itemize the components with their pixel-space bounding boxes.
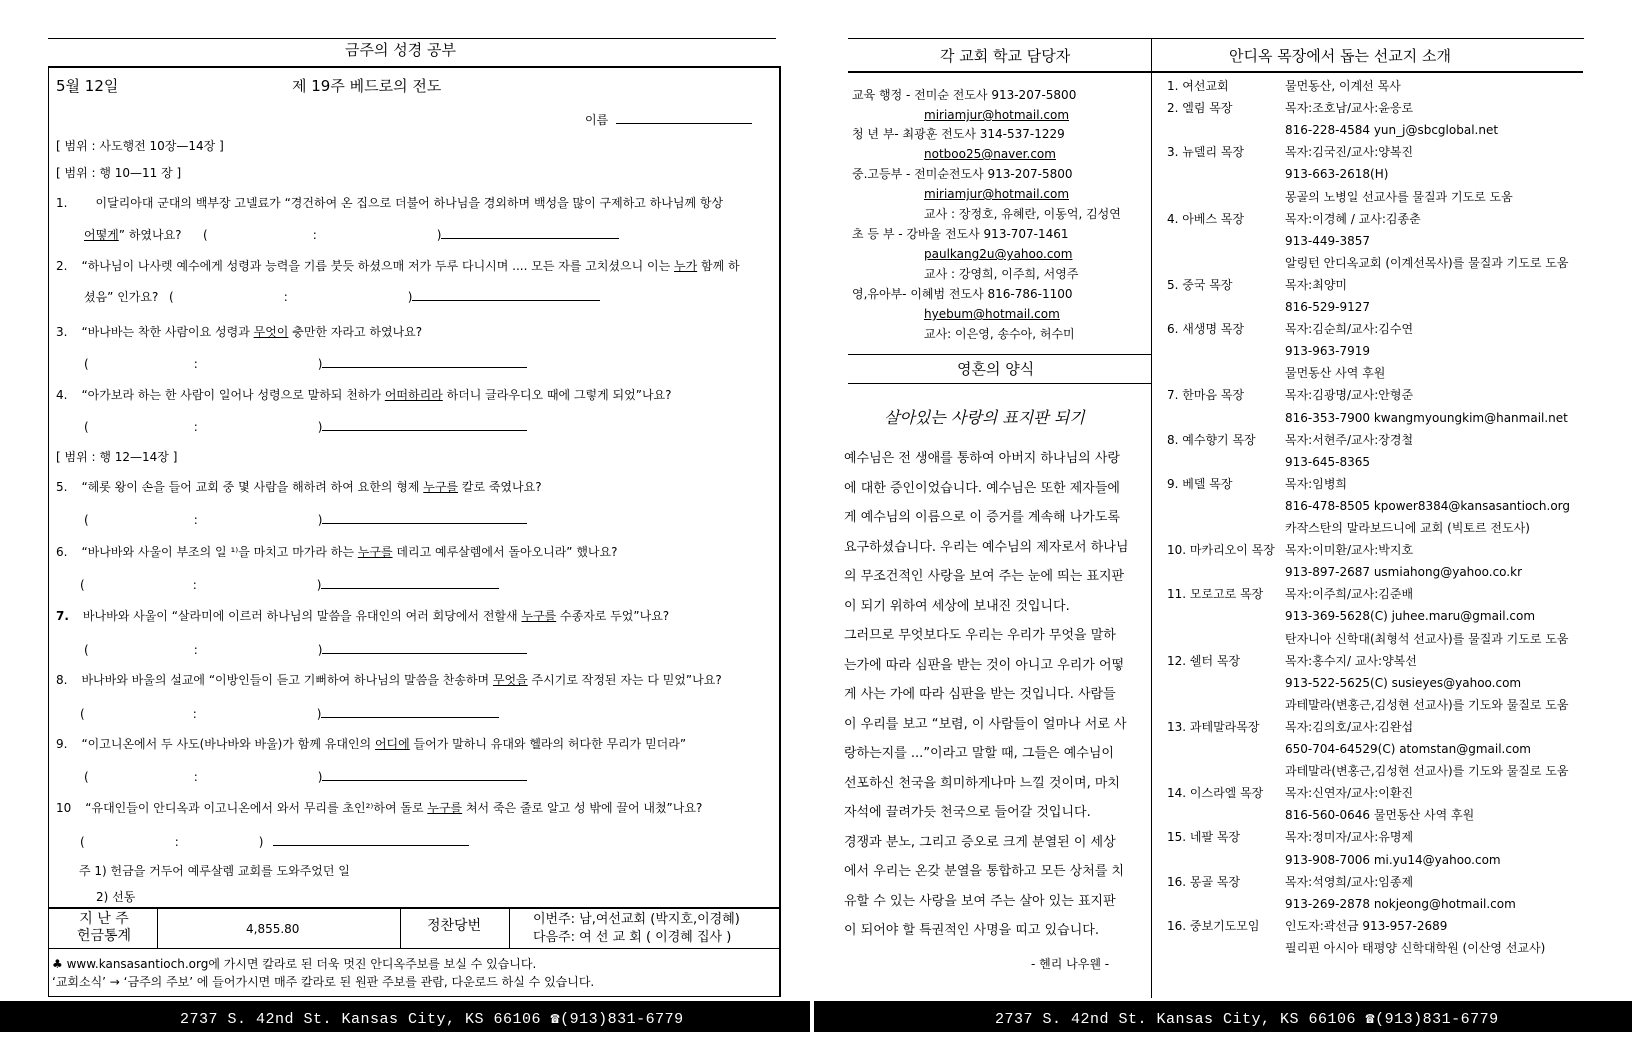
staff-email[interactable]: hyebum@hotmail.com <box>924 307 1060 321</box>
name-field[interactable] <box>585 113 752 127</box>
mission-detail: 물먼동산, 이계선 목사 <box>1285 79 1401 93</box>
mission-group-name: 13. 과테말라목장 <box>1167 719 1260 734</box>
essay-line: 에서 우리는 온갖 분열을 통합하고 모든 상처를 치 <box>844 864 1125 879</box>
mission-detail: 목자:신연자/교사:이환진 <box>1285 786 1414 801</box>
website-note: ♣ www.kansasantioch.org에 가시면 칼라로 된 더욱 멋진 안디옥주보를 보실 수 있습니다. <box>52 957 537 971</box>
range-12-14: [ 범위 : 행 12—14장 ] <box>56 450 178 464</box>
footnote-2: 2) 선동 <box>96 890 136 904</box>
staff-line: 영,유아부- 이혜범 전도사 816-786-1100 <box>852 287 1073 301</box>
question-7: 7. 바나바와 사울이 “살라미에 이르러 하나님의 말씀을 유대인의 여러 회당에서 전할새 누구를 수종자로 두었”나요? <box>56 609 670 623</box>
mission-detail: 816-353-7900 kwangmyoungkim@hanmail.net <box>1285 410 1568 425</box>
mission-group-name: 3. 뉴델리 목장 <box>1167 145 1245 160</box>
mission-group-name: 1. 여선교회 <box>1167 79 1229 93</box>
offering-amount: 4,855.80 <box>246 922 300 936</box>
mission-group-name: 12. 쉘터 목장 <box>1167 653 1241 668</box>
offering-label: 지 난 주 헌금통계 <box>76 911 132 944</box>
mission-detail: 913-663-2618(H) <box>1285 167 1389 182</box>
answer-5[interactable]: ( : ) <box>84 513 527 527</box>
mission-detail: 816-560-0646 물먼동산 사역 후원 <box>1285 808 1475 823</box>
mission-detail: 과테말라(변홍근,김성현 선교사)를 기도와 물질로 도움 <box>1285 697 1569 712</box>
essay-line: 게 예수님의 이름으로 이 증거를 계속해 나가도록 <box>844 510 1120 525</box>
mission-detail: 필리핀 아시아 태평양 신학대학원 (이산영 선교사) <box>1285 940 1546 955</box>
staff-line: 청 년 부- 최광훈 전도사 314-537-1229 <box>852 127 1065 141</box>
mission-detail: 목자:홍수지/ 교사:양복선 <box>1285 653 1417 668</box>
mission-detail: 913-897-2687 usmiahong@yahoo.co.kr <box>1285 565 1522 580</box>
mission-group-name: 11. 모로고로 목장 <box>1167 587 1264 602</box>
range-10-11: [ 범위 : 행 10—11 장 ] <box>56 166 182 180</box>
essay-line: 요구하셨습니다. 우리는 예수님의 제자로서 하나님 <box>844 539 1129 555</box>
answer-9[interactable]: ( : ) <box>84 770 527 784</box>
staff-line: 교사: 이은영, 송수아, 허수미 <box>924 327 1075 341</box>
essay-line: 예수님은 전 생애를 통하여 아버지 하나님의 사랑 <box>844 451 1120 466</box>
mission-detail: 913-369-5628(C) juhee.maru@gmail.com <box>1285 609 1536 624</box>
mission-detail: 목자:김순희/교사:김수연 <box>1285 322 1414 337</box>
answer-7[interactable]: ( : ) <box>84 643 527 657</box>
mission-detail: 913-645-8365 <box>1285 454 1371 469</box>
mission-detail: 목자:석영희/교사:임종제 <box>1285 874 1414 889</box>
essay-line: 이 되기 위하여 세상에 보내진 것입니다. <box>844 598 1070 614</box>
question-10: 10 “유대인들이 안디옥과 이고니온에서 와서 무리를 초인²⁾하여 돌로 누구를 쳐서 죽은 줄로 알고 성 밖에 끌어 내쳤”나요? <box>56 801 703 815</box>
staff-email[interactable]: miriamjur@hotmail.com <box>924 187 1070 201</box>
question-6: 6. “바나바와 사울이 부조의 일 ¹⁾을 마치고 마가라 하는 누구를 데리고 예루살렘에서 돌아오니라” 했나요? <box>56 545 618 559</box>
mission-group-name: 4. 아베스 목장 <box>1167 211 1245 226</box>
question-2-line2: 셨음” 인가요? <box>84 290 159 304</box>
praise-duty-label: 정찬당번 <box>427 918 482 934</box>
question-2: 2. “하나님이 나사렛 예수에게 성령과 능력을 기름 붓듯 하셨으매 저가 두루 다니시며 .... 모든 자를 고치셨으니 이는 누가 함께 하 <box>56 259 740 273</box>
essay-line: 그러므로 무엇보다도 우리는 우리가 무엇을 말하 <box>844 628 1116 643</box>
essay-line: 에 대한 증인이었습니다. 예수님은 또한 제자들에 <box>844 480 1120 496</box>
mission-detail: 인도자:곽선금 913-957-2689 <box>1285 918 1448 933</box>
mission-detail: 목자:최양미 <box>1285 277 1348 292</box>
essay-title: 살아있는 사랑의 표지판 되기 <box>884 408 1085 427</box>
school-staff-header: 각 교회 학교 담당자 <box>940 47 1071 65</box>
name-label: 이름 <box>585 113 609 127</box>
staff-email[interactable]: miriamjur@hotmail.com <box>924 108 1070 122</box>
mission-detail: 816-478-8505 kpower8384@kansasantioch.org <box>1285 498 1570 513</box>
essay-line: 유할 수 있는 사랑을 보여 주는 살아 있는 표지판 <box>844 893 1116 909</box>
essay-line: 게 사는 가에 따라 심판을 받는 것입니다. 사람들 <box>844 687 1116 702</box>
essay-line: 랑하는지를 ...”이라고 말할 때, 그들은 예수님이 <box>844 746 1114 761</box>
mission-detail: 몽골의 노병일 선교사를 물질과 기도로 도움 <box>1285 189 1513 204</box>
mission-detail: 목자:이미환/교사:박지호 <box>1285 543 1414 558</box>
answer-2[interactable]: ( : ) <box>169 290 600 304</box>
mission-detail: 목자:정미자/교사:유명제 <box>1285 830 1414 845</box>
question-4: 4. “아가보라 하는 한 사람이 일어나 성령으로 말하되 천하가 어떠하리라 하더니 글라우디오 때에 그렇게 되었”나요? <box>56 388 672 402</box>
staff-email[interactable]: paulkang2u@yahoo.com <box>924 247 1073 261</box>
mission-group-name: 5. 중국 목장 <box>1167 277 1233 292</box>
question-9: 9. “이고니온에서 두 사도(바나바와 바울)가 함께 유대인의 어디에 들어가 말하니 유대와 헬라의 허다한 무리가 믿더라” <box>56 737 687 751</box>
mission-group-name: 9. 베델 목장 <box>1167 476 1233 491</box>
mission-detail: 816-228-4584 yun_j@sbcglobal.net <box>1285 123 1499 138</box>
essay-line: 경쟁과 분노, 그리고 증오로 크게 분열된 이 세상 <box>844 834 1116 850</box>
mission-detail: 목자:김의호/교사:김완섭 <box>1285 719 1414 734</box>
mission-detail: 목자:이경혜 / 교사:김종춘 <box>1285 211 1421 226</box>
question-1: 1. 이달리아대 군대의 백부장 고넬료가 “경건하여 온 집으로 더불어 하나님을 경외하며 백성을 많이 구제하고 하나님께 항상 <box>56 196 724 210</box>
mission-group-name: 10. 마카리오이 목장 <box>1167 543 1275 558</box>
mission-detail: 816-529-9127 <box>1285 300 1371 314</box>
staff-line: 교사 : 강영희, 이주희, 서영주 <box>924 267 1079 281</box>
range-main: [ 범위 : 사도행전 10장—14장 ] <box>56 139 224 153</box>
mission-detail: 물먼동산 사역 후원 <box>1285 366 1386 381</box>
footer-address-right: 2737 S. 42nd St. Kansas City, KS 66106 ☎(913)831-6779 <box>995 1011 1499 1028</box>
answer-3[interactable]: ( : ) <box>84 357 527 371</box>
lesson-title: 제 19주 베드로의 전도 <box>292 77 442 95</box>
mission-detail: 탄자니아 신학대(최형석 선교사)를 물질과 기도로 도움 <box>1285 631 1569 646</box>
soul-food-header: 영혼의 양식 <box>957 360 1035 378</box>
mission-detail: 목자:김광명/교사:안형준 <box>1285 388 1414 403</box>
praise-next-week: 다음주: 여 선 교 회 ( 이경혜 집사 ) <box>533 930 732 945</box>
answer-4[interactable]: ( : ) <box>84 420 527 434</box>
mission-group-name: 6. 새생명 목장 <box>1167 322 1245 337</box>
mission-detail: 913-908-7006 mi.yu14@yahoo.com <box>1285 852 1501 867</box>
mission-group-name: 16. 중보기도모임 <box>1167 918 1260 933</box>
answer-10[interactable]: ( : ) <box>80 835 469 849</box>
mission-detail: 913-449-3857 <box>1285 233 1371 248</box>
essay-line: 선포하신 천국을 희미하게나마 느낄 것이며, 마치 <box>844 775 1120 791</box>
staff-line: 교사 : 장정호, 유혜란, 이동억, 김성연 <box>924 207 1121 221</box>
footer-bar-right <box>814 1001 1632 1032</box>
mission-detail: 목자:조호남/교사:윤응로 <box>1285 101 1414 116</box>
mission-detail: 목자:서현주/교사:장경철 <box>1285 432 1414 447</box>
mission-group-name: 14. 이스라엘 목장 <box>1167 786 1264 801</box>
question-1-line2: 어떻게” 하였나요? <box>84 228 182 242</box>
mission-detail: 과테말라(변홍근,김성현 선교사)를 기도와 물질로 도움 <box>1285 764 1569 779</box>
mission-detail: 913-522-5625(C) susieyes@yahoo.com <box>1285 675 1522 690</box>
staff-email[interactable]: notboo25@naver.com <box>924 147 1056 161</box>
footer-address-left: 2737 S. 42nd St. Kansas City, KS 66106 ☎(913)831-6779 <box>180 1011 684 1028</box>
answer-8[interactable]: ( : ) <box>80 707 499 721</box>
mission-detail: 913-963-7919 <box>1285 344 1371 359</box>
mission-detail: 913-269-2878 nokjeong@hotmail.com <box>1285 896 1516 911</box>
question-3: 3. “바나바는 착한 사람이요 성령과 무엇이 충만한 자라고 하였나요? <box>56 325 423 339</box>
footnote-1: 주 1) 헌금을 거두어 예루살렘 교회를 도와주었던 일 <box>79 864 350 878</box>
mission-detail: 650-704-64529(C) atomstan@gmail.com <box>1285 742 1531 756</box>
answer-1[interactable]: ( : ) <box>203 228 619 242</box>
mission-group-name: 16. 몽골 목장 <box>1167 874 1241 889</box>
lesson-date: 5월 12일 <box>56 77 119 95</box>
staff-line: 중.고등부 - 전미순전도사 913-207-5800 <box>852 167 1073 181</box>
mission-detail: 목자:김국진/교사:양복진 <box>1285 145 1414 160</box>
question-5: 5. “헤롯 왕이 손을 들어 교회 중 몇 사람을 해하려 하여 요한의 형제 누구를 칼로 죽였나요? <box>56 480 542 494</box>
essay-line: 자석에 끌려가듯 천국으로 들어갈 것입니다. <box>844 805 1091 820</box>
staff-line: 초 등 부 - 강바울 전도사 913-707-1461 <box>852 227 1069 241</box>
mission-detail: 목자:이주희/교사:김준배 <box>1285 587 1414 602</box>
left-header-title: 금주의 성경 공부 <box>345 41 456 59</box>
mission-detail: 카작스탄의 말라보드니에 교회 (빅토르 전도사) <box>1285 521 1530 535</box>
mission-header: 안디옥 목장에서 돕는 선교지 소개 <box>1229 47 1451 65</box>
essay-line: 이 우리를 보고 “보렴, 이 사람들이 얼마나 서로 사 <box>844 716 1127 732</box>
staff-line: 교육 행정 - 전미순 전도사 913-207-5800 <box>852 88 1077 102</box>
praise-this-week: 이번주: 남,여선교회 (박지호,이경혜) <box>533 912 740 927</box>
mission-group-name: 8. 예수향기 목장 <box>1167 432 1256 447</box>
mission-detail: 알링턴 안디옥교회 (이계선목사)를 물질과 기도로 도움 <box>1285 255 1569 270</box>
essay-author: - 헨리 나우웬 - <box>1031 957 1110 971</box>
essay-line: 는가에 따라 심판을 받는 것이 아니고 우리가 어떻 <box>844 657 1125 673</box>
question-8: 8. 바나바와 바울의 설교에 “이방인들이 듣고 기뻐하여 하나님의 말씀을 찬송하며 무엇을 주시기로 작정된 자는 다 믿었”나요? <box>56 673 722 687</box>
mission-group-name: 15. 네팔 목장 <box>1167 830 1241 845</box>
footer-bar-left <box>0 1001 810 1032</box>
essay-line: 의 무조건적인 사랑을 보여 주는 눈에 띄는 표지판 <box>844 569 1125 584</box>
essay-line: 이 되어야 할 특권적인 사명을 띠고 있습니다. <box>844 923 1099 938</box>
mission-group-name: 2. 엘림 목장 <box>1167 101 1233 116</box>
website-note-2: ‘교회소식’ → ‘금주의 주보’ 에 들어가시면 매주 칼라로 된 원판 주보를 관람, 다운로드 하실 수 있습니다. <box>52 975 595 989</box>
answer-6[interactable]: ( : ) <box>80 578 499 592</box>
mission-detail: 목자:임병희 <box>1285 476 1348 491</box>
mission-group-name: 7. 한마음 목장 <box>1167 388 1245 403</box>
